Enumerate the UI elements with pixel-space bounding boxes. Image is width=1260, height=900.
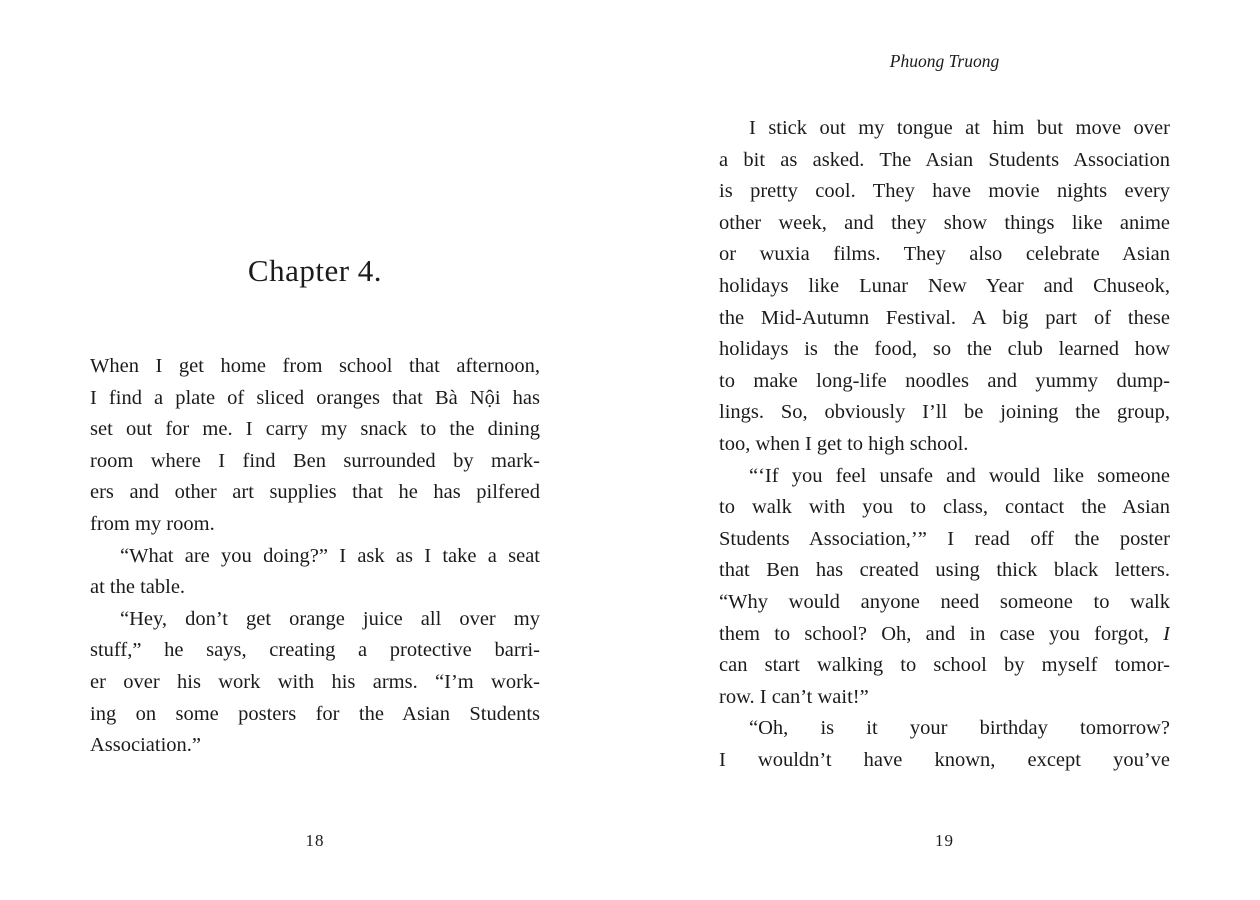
page-right <box>719 0 1170 900</box>
text-run: them to school? Oh, and in case you forgot, <box>719 622 1164 645</box>
page-body <box>90 351 540 762</box>
page-left <box>90 0 540 900</box>
text-line: Students Association,’” I read off the poster <box>719 527 1170 550</box>
text-line: er over his work with his arms. “I’m work- <box>90 670 540 693</box>
paragraph <box>719 461 1170 714</box>
text-line: When I get home from school that afternoon, <box>90 355 540 377</box>
text-line: ers and other art supplies that he has pilfered <box>90 481 540 504</box>
text-line: stuff,” he says, creating a protective barri- <box>90 639 540 662</box>
running-header: Phuong Truong <box>889 51 1000 71</box>
text-line: to walk with you to class, contact the Asian <box>719 496 1170 519</box>
text-line: that Ben has created using thick black letters. <box>719 559 1170 582</box>
text-line: a bit as asked. The Asian Students Association <box>719 148 1170 171</box>
text-line: ing on some posters for the Asian Students <box>90 702 540 725</box>
italic-text-run: I <box>1163 622 1170 645</box>
text-line: “‘If you feel unsafe and would like someone <box>749 464 1170 487</box>
text-line: set out for me. I carry my snack to the dining <box>90 418 540 441</box>
paragraph <box>90 351 540 541</box>
text-line: room where I find Ben surrounded by mark- <box>90 449 540 472</box>
paragraph <box>90 541 540 604</box>
text-line: or wuxia films. They also celebrate Asian <box>719 243 1170 266</box>
paragraph <box>719 713 1170 776</box>
chapter-heading: Chapter 4. <box>247 253 383 288</box>
text-line: “Why would anyone need someone to walk <box>719 590 1170 613</box>
text-line: I stick out my tongue at him but move over <box>749 117 1170 139</box>
text-line: “Oh, is it your birthday tomorrow? <box>749 717 1170 740</box>
text-line: too, when I get to high school. <box>719 432 969 455</box>
paragraph <box>90 604 540 762</box>
text-line: Association.” <box>90 734 202 757</box>
text-line <box>719 619 1170 651</box>
text-line: other week, and they show things like anime <box>719 211 1170 234</box>
page-number: 19 <box>935 831 954 850</box>
page-body <box>719 113 1170 776</box>
page-number: 18 <box>305 831 325 850</box>
text-line: I find a plate of sliced oranges that Bà Nội has <box>90 386 540 409</box>
text-line: holidays like Lunar New Year and Chuseok, <box>719 274 1170 297</box>
text-line: is pretty cool. They have movie nights every <box>719 180 1170 203</box>
text-line: to make long-life noodles and yummy dump- <box>719 369 1170 392</box>
text-line: can start walking to school by myself tomor- <box>719 654 1170 677</box>
paragraph <box>719 113 1170 461</box>
text-line: I wouldn’t have known, except you’ve <box>719 748 1170 771</box>
text-line: the Mid-Autumn Festival. A big part of these <box>719 306 1170 329</box>
text-line: “Hey, don’t get orange juice all over my <box>120 607 540 630</box>
text-line: from my room. <box>90 512 215 535</box>
text-line: “What are you doing?” I ask as I take a seat <box>120 544 540 567</box>
text-line: at the table. <box>90 576 186 599</box>
text-line: lings. So, obviously I’ll be joining the group, <box>719 401 1170 424</box>
text-line: row. I can’t wait!” <box>719 685 869 708</box>
text-line: holidays is the food, so the club learned how <box>719 338 1170 361</box>
